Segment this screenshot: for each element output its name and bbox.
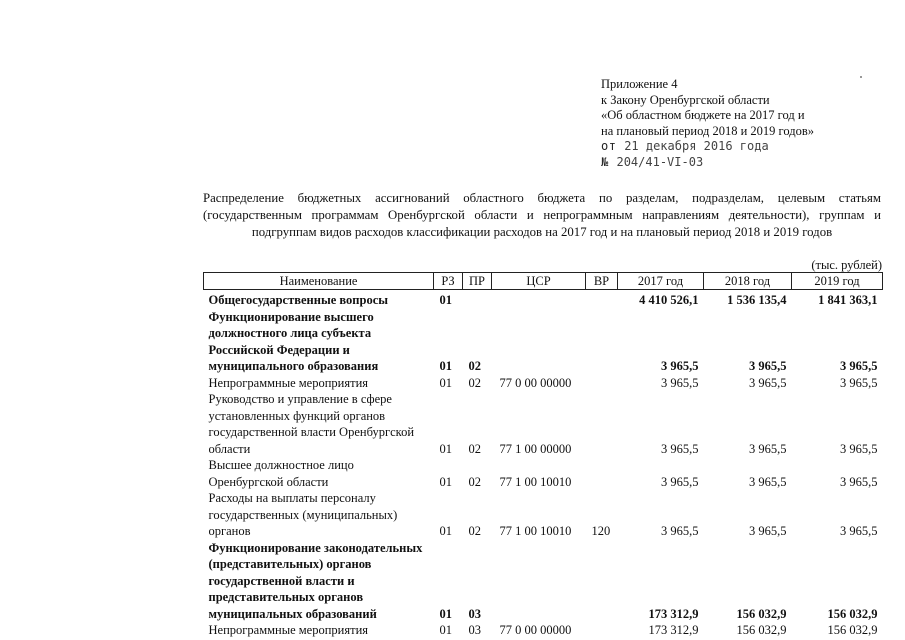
row-2018: 3 965,5 [749,359,787,373]
row-csr: 77 1 00 10010 [499,474,572,489]
row-rz: 01 [439,474,452,489]
row-pr [463,290,492,309]
row-vr [586,457,618,490]
row-rz: 01 [439,623,452,637]
row-name: Расходы на выплаты персоналу государственных (муниципальных) органов [208,491,398,538]
row-2019: 3 965,5 [840,359,878,373]
row-name: Непрограммные мероприятия [208,623,369,637]
row-pr: 02 [468,359,481,373]
row-pr: 02 [468,441,481,456]
row-name: Руководство и управление в сфере установленных функций органов государственной власти Оренбургской области [208,392,415,456]
number-prefix: № [601,154,609,169]
row-2019: 3 965,5 [840,524,878,538]
row-csr: 77 0 00 00000 [499,375,572,390]
row-rz: 01 [439,441,452,456]
table-row [204,391,883,457]
row-csr [492,309,586,375]
row-vr [586,290,618,309]
row-name: Общегосударственные вопросы [208,293,389,307]
appendix-line: «Об областном бюджете на 2017 год и [601,108,805,122]
header-2019: 2019 год [792,273,883,290]
row-vr: 120 [591,524,611,538]
table-row [204,622,883,639]
header-2017: 2017 год [618,273,704,290]
row-2018: 3 965,5 [749,524,787,538]
row-2019: 156 032,9 [827,606,878,621]
table-row [204,309,883,375]
row-pr: 03 [468,623,481,637]
row-2019: 3 965,5 [840,474,878,489]
row-name: Функционирование высшего должностного лица субъекта Российской Федерации и муниципального образования [208,309,379,373]
row-2017: 173 312,9 [648,606,699,621]
row-2017: 3 965,5 [661,441,699,456]
row-csr: 77 1 00 10010 [499,524,572,538]
header-name: Наименование [204,273,434,290]
row-2017: 4 410 526,1 [639,293,699,307]
table-row [204,457,883,490]
row-name: Высшее должностное лицо Оренбургской области [208,458,354,489]
header-2018: 2018 год [704,273,792,290]
row-csr [492,290,586,309]
table-row [204,375,883,392]
row-2017: 3 965,5 [661,375,699,390]
row-name: Функционирование законодательных (представительных) органов государственной власти и представительных органов муниципальных образований [208,540,423,621]
row-pr: 02 [468,375,481,390]
row-2017: 3 965,5 [661,359,699,373]
row-2019: 156 032,9 [827,623,878,637]
row-csr [492,540,586,623]
number-stamp [601,155,814,171]
row-vr [586,309,618,375]
date-prefix: от [601,139,617,153]
unit-label: (тыс. рублей) [811,258,882,272]
row-2019: 3 965,5 [840,441,878,456]
row-2018: 3 965,5 [749,441,787,456]
row-2019: 1 841 363,1 [818,293,878,307]
scan-dot [860,76,862,78]
row-pr: 02 [468,524,481,538]
row-rz: 01 [439,606,452,621]
row-2018: 3 965,5 [749,474,787,489]
header-rz: РЗ [434,273,463,290]
row-rz: 01 [439,293,452,307]
row-2017: 3 965,5 [661,474,699,489]
row-rz: 01 [439,524,452,538]
row-rz: 01 [439,359,452,373]
table-header [204,273,883,290]
budget-table [203,272,883,639]
appendix-header [601,77,814,170]
header-pr: ПР [463,273,492,290]
row-vr [586,391,618,457]
appendix-line: на плановый период 2018 и 2019 годов» [601,123,814,138]
row-pr: 03 [468,606,481,621]
row-csr: 77 1 00 00000 [499,441,572,456]
row-2018: 156 032,9 [736,623,787,637]
date-value: 21 декабря 2016 года [624,139,769,153]
row-pr: 02 [468,474,481,489]
row-2017: 3 965,5 [661,524,699,538]
document-title: Распределение бюджетных ассигнований областного бюджета по разделам, подразделам, целевым статьям (государственным программам Оренбургской области и непрограммным направлениям деятельности), группам и подгруппам видов расходов классификации расходов на 2017 год и на плановый период 2018 и 2019 годов [203,191,881,239]
row-vr [586,540,618,623]
row-2018: 1 536 135,4 [727,293,787,307]
row-2018: 3 965,5 [749,375,787,390]
table-body [204,290,883,639]
table-row [204,290,883,309]
row-name: Непрограммные мероприятия [208,375,369,390]
appendix-line: к Закону Оренбургской области [601,92,770,107]
number-value: 204/41-VI-03 [616,154,704,169]
header-csr: ЦСР [492,273,586,290]
appendix-line: Приложение 4 [601,77,678,91]
row-rz: 01 [439,375,452,390]
table-row [204,540,883,623]
date-stamp [601,139,814,155]
header-vr: ВР [586,273,618,290]
row-vr [586,622,618,639]
row-vr [586,375,618,392]
table-row [204,490,883,540]
row-csr: 77 0 00 00000 [499,623,572,637]
row-2019: 3 965,5 [840,375,878,390]
row-2017: 173 312,9 [648,623,699,637]
row-2018: 156 032,9 [736,606,787,621]
